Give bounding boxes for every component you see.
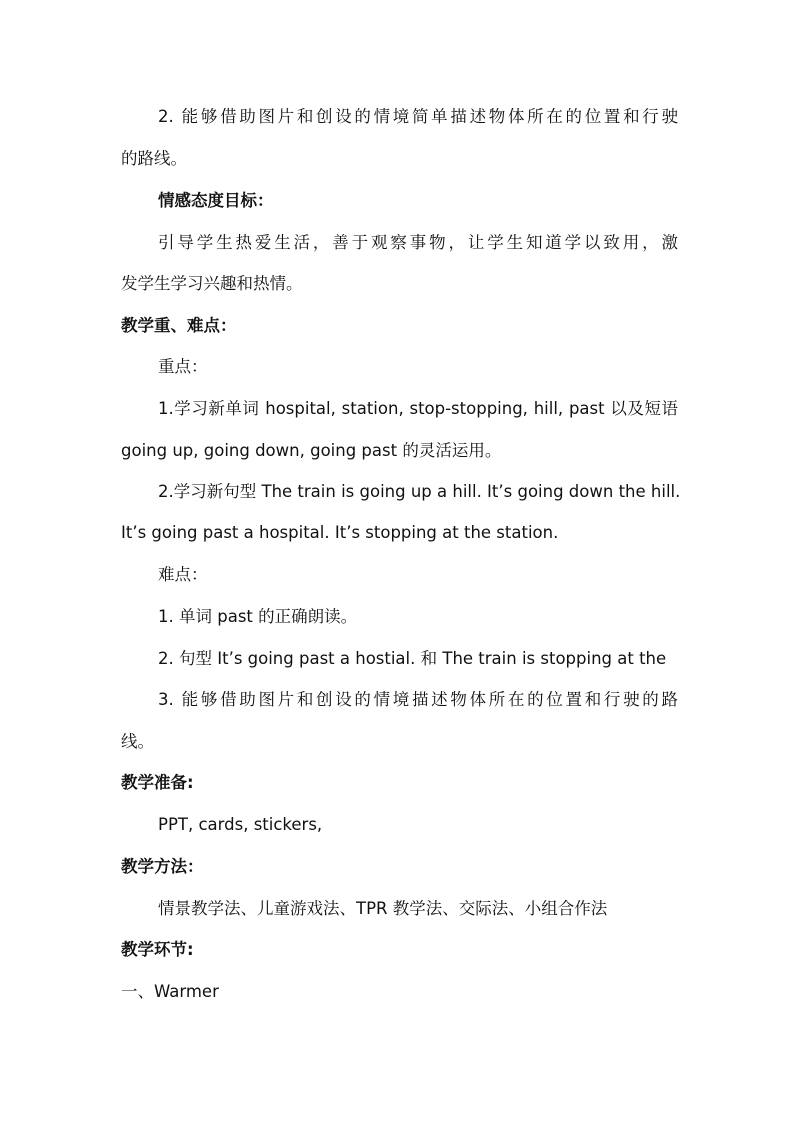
emotional-goal-line1: 引导学生热爱生活，善于观察事物，让学生知道学以致用，激 [158,233,678,252]
key-point-2-line2: It’s going past a hospital. It’s stopping at the station. [121,523,559,542]
key-point-1-line2: going up, going down, going past 的灵活运用。 [121,441,502,460]
emotional-goal-line2: 发学生学习兴趣和热情。 [121,274,303,293]
heading-teaching-preparation: 教学准备: [121,773,194,792]
difficult-point-1: 1. 单词 past 的正确朗读。 [158,607,358,626]
difficult-point-3-line1: 3. 能够借助图片和创设的情境描述物体所在的位置和行驶的路 [158,690,678,709]
objective-2-line1: 2. 能够借助图片和创设的情境简单描述物体所在的位置和行驶 [158,107,678,126]
difficult-point-2: 2. 句型 It’s going past a hostial. 和 The train is stopping at the [158,649,667,668]
heading-teaching-methods: 教学方法： [121,857,204,876]
key-point-1-line1: 1.学习新单词 hospital, station, stop-stopping, hill, past 以及短语 [158,399,678,418]
step-1-warmer: 一、Warmer [121,982,219,1001]
subheading-key-points: 重点： [158,357,208,376]
teaching-preparation-items: PPT, cards, stickers, [158,815,323,834]
difficult-point-3-line2: 线。 [121,732,154,751]
key-point-2-line1: 2.学习新句型 The train is going up a hill. It’s going down the hill. [158,482,681,501]
heading-key-difficult-points: 教学重、难点： [121,316,237,335]
heading-teaching-steps: 教学环节: [121,940,194,959]
heading-emotional-goals: 情感态度目标： [158,191,274,210]
objective-2-line2: 的路线。 [121,149,187,168]
teaching-methods-list: 情景教学法、儿童游戏法、TPR 教学法、交际法、小组合作法 [158,899,608,918]
subheading-difficult-points: 难点： [158,565,208,584]
